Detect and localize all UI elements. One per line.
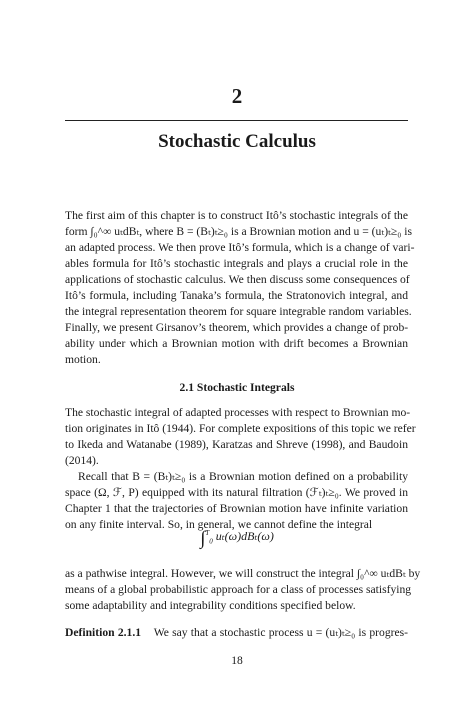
intro-line: The first aim of this chapter is to construct Itô’s stochastic integrals of the (65, 209, 408, 222)
section-title: 2.1 Stochastic Integrals (179, 381, 295, 394)
body-line: space (Ω, ℱ, P) equipped with its natural filtration (ℱₜ)ₜ≥₀. We proved in (65, 486, 408, 499)
page-number: 18 (231, 654, 243, 667)
definition (65, 625, 408, 641)
body-line: some adaptability and integrability conditions specified below. (65, 599, 356, 612)
intro-line: form ∫₀^∞ uₜdBₜ, where B = (Bₜ)ₜ≥₀ is a Brownian motion and u = (uₜ)ₜ≥₀ is (65, 225, 412, 238)
intro-line: an adapted process. We then prove Itô’s formula, which is a change of vari- (65, 241, 415, 254)
chapter-title: Stochastic Calculus (158, 131, 316, 152)
intro-line: motion. (65, 353, 101, 366)
body-line: as a pathwise integral. However, we will construct the integral ∫₀^∞ uₜdBₜ by (65, 567, 421, 580)
intro-line: Finally, we present Girsanov’s theorem, which provides a change of prob- (65, 321, 409, 334)
body-line: The stochastic integral of adapted processes with respect to Brownian mo- (65, 406, 411, 419)
integral-lower-limit: 0 (209, 537, 213, 546)
intro-line: ables formula for Itô’s stochastic integrals and plays a crucial role in the (65, 257, 408, 270)
integrand: uₜ(ω)dBₜ(ω) (215, 529, 274, 543)
intro-line: Itô’s formula, including Tanaka’s formula, the Stratonovich integral, and (65, 289, 408, 302)
body-line: Chapter 1 that the trajectories of Brownian motion have infinite variation (65, 502, 408, 515)
integral-sign: ∫ (200, 528, 206, 549)
body-line: means of a global probabilistic approach for a class of processes satisfying (65, 583, 412, 596)
chapter-number: 2 (231, 84, 243, 108)
display-equation (0, 528, 474, 550)
definition-label: Definition 2.1.1 (65, 626, 142, 639)
integral-upper-limit: T (205, 529, 210, 537)
body-line: Recall that B = (Bₜ)ₜ≥₀ is a Brownian motion defined on a probability (78, 470, 408, 483)
chapter-rule (65, 120, 408, 121)
intro-line: ability under which a Brownian motion with drift becomes a Brownian (65, 337, 408, 350)
body-line: tion originates in Itô (1944). For complete expositions of this topic we refer (65, 422, 416, 435)
intro-line: the integral representation theorem for square integrable random variables. (65, 305, 412, 318)
intro-line: applications of stochastic calculus. We then discuss some consequences of (65, 273, 410, 286)
definition-text: We say that a stochastic process u = (uₜ)ₜ≥₀ is progres- (153, 626, 408, 639)
body-line: (2014). (65, 454, 99, 467)
body-line: to Ikeda and Watanabe (1989), Karatzas and Shreve (1998), and Baudoin (65, 438, 408, 451)
body-line: on any finite interval. So, in general, we cannot define the integral (65, 518, 373, 531)
